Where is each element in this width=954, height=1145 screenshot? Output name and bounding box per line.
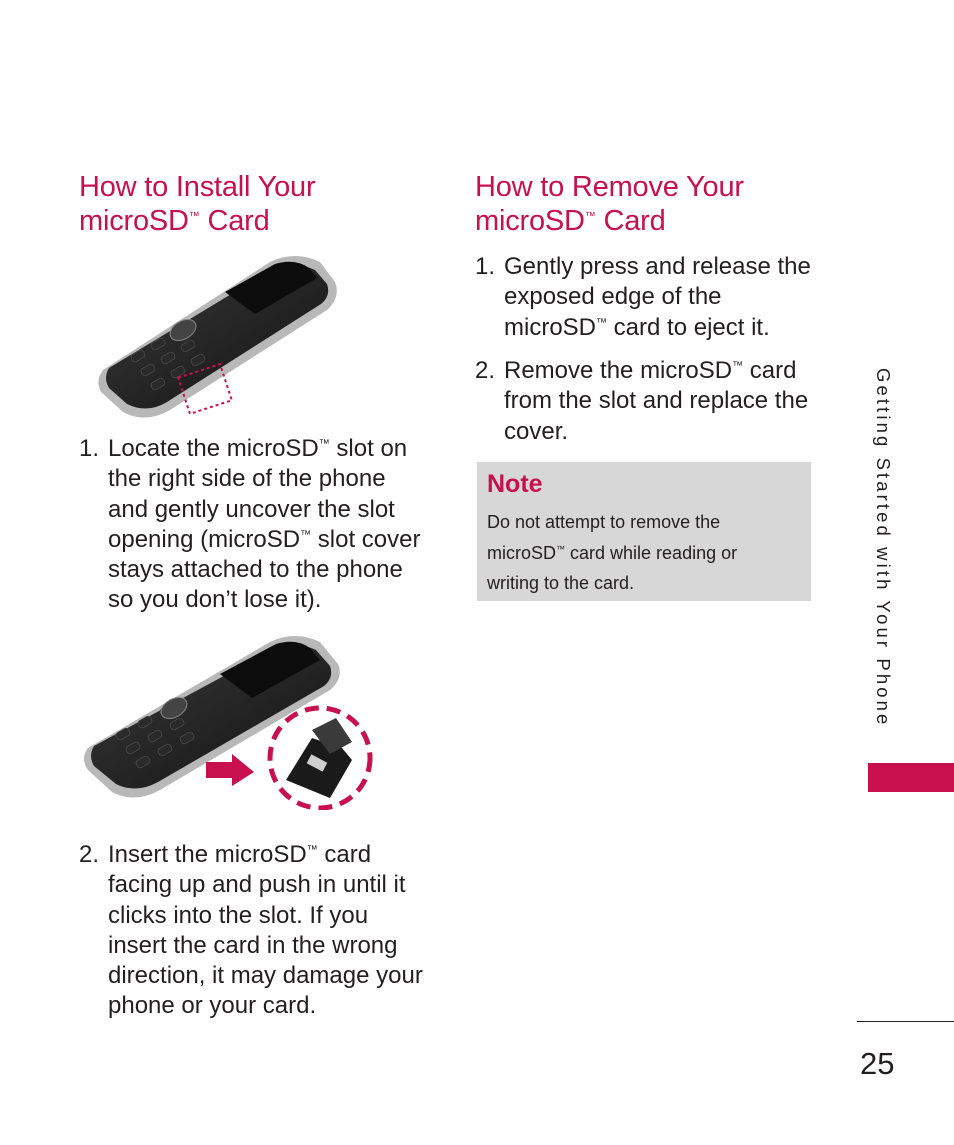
remove-step-1	[475, 252, 815, 343]
section-side-label: Getting Started with Your Phone	[873, 368, 894, 728]
trademark-mark: ™	[584, 210, 596, 223]
remove-heading-line2: microSD	[475, 205, 585, 237]
footer-rule	[857, 1021, 954, 1022]
note-text: card while reading or writing to the card.	[487, 542, 738, 593]
phone-slot-illustration	[95, 252, 340, 424]
install-heading	[79, 170, 315, 238]
trademark-mark: ™	[556, 543, 566, 554]
step-number: 2.	[79, 841, 100, 868]
install-heading-line1: How to Install Your	[79, 171, 316, 203]
note-text: Do not attempt to remove the microSD	[487, 512, 721, 563]
install-step-2	[79, 840, 429, 1022]
remove-heading	[475, 170, 744, 238]
phone-insert-card-illustration	[80, 630, 380, 810]
step-text: card to eject it.	[607, 313, 770, 341]
step-number: 1.	[79, 435, 100, 462]
step-number: 1.	[475, 253, 496, 280]
step-text: Remove the microSD	[504, 357, 733, 384]
trademark-mark: ™	[306, 844, 318, 856]
trademark-mark: ™	[300, 528, 312, 541]
step-text: slot cover stays attached to the phone so you don’t lose it).	[108, 525, 421, 614]
remove-heading-card: Card	[595, 205, 666, 237]
step-text: slot on the right side of the phone and gently uncover the slot opening (microSD	[108, 435, 408, 553]
note-title: Note	[487, 470, 543, 498]
section-tab-marker	[868, 763, 954, 792]
note-box	[477, 462, 811, 601]
note-body	[487, 507, 787, 599]
step-text: card facing up and push in until it clicks into the slot. If you insert the card in the wrong direction, it may damage your phone or your card.	[108, 841, 423, 1020]
trademark-mark: ™	[318, 438, 330, 450]
step-text: Insert the microSD	[108, 841, 307, 868]
remove-heading-line1: How to Remove Your	[475, 171, 744, 203]
trademark-mark: ™	[732, 360, 744, 372]
step-text: Locate the microSD	[108, 435, 319, 462]
trademark-mark: ™	[188, 210, 200, 223]
page-number: 25	[860, 1046, 895, 1081]
install-heading-card: Card	[199, 205, 270, 237]
remove-step-2	[475, 356, 815, 447]
step-text: card from the slot and replace the cover.	[504, 357, 809, 445]
step-number: 2.	[475, 357, 496, 384]
install-step-1	[79, 434, 429, 616]
install-heading-line2: microSD	[79, 205, 189, 237]
step-text: Gently press and release the exposed edge of the microSD	[504, 253, 811, 341]
trademark-mark: ™	[596, 316, 608, 329]
